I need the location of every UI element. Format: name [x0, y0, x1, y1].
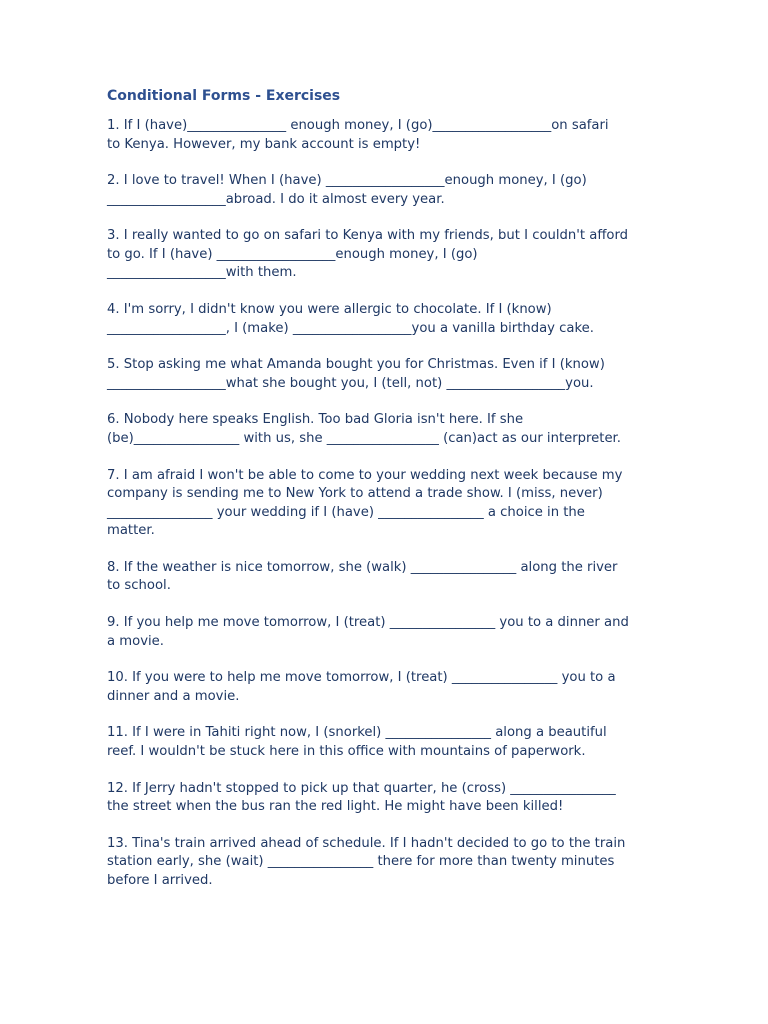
exercise-item: [107, 356, 667, 393]
exercise-item: [107, 301, 667, 338]
exercise-line: 1. If I (have)_______________ enough money, I (go)__________________on safari: [107, 118, 609, 133]
exercise-line: station early, she (wait) ________________ there for more than twenty minutes: [107, 854, 615, 870]
exercise-line: 4. I'm sorry, I didn't know you were allergic to chocolate. If I (know): [107, 302, 552, 318]
exercise-item: [107, 835, 667, 891]
exercise-item: [107, 411, 667, 448]
exercise-line: ________________ your wedding if I (have) ________________ a choice in the: [107, 504, 585, 520]
exercise-line: 3. I really wanted to go on safari to Kenya with my friends, but I couldn't afford: [107, 228, 629, 244]
exercise-item: [107, 172, 667, 209]
exercise-line: 10. If you were to help me move tomorrow, I (treat) ________________ you to a: [107, 670, 616, 686]
exercise-line: __________________, I (make) __________________you a vanilla birthday cake.: [107, 320, 594, 336]
exercise-item: [107, 724, 667, 761]
exercise-line: company is sending me to New York to attend a trade show. I (miss, never): [107, 486, 603, 502]
document-page: [107, 86, 667, 908]
exercise-line: 7. I am afraid I won't be able to come to your wedding next week because my: [107, 467, 623, 483]
exercise-line: 13. Tina's train arrived ahead of schedule. If I hadn't decided to go to the train: [107, 835, 626, 851]
exercise-item: [107, 117, 667, 154]
exercise-line: __________________what she bought you, I (tell, not) __________________you.: [107, 375, 594, 391]
exercise-line: the street when the bus ran the red light. He might have been killed!: [107, 799, 564, 815]
exercise-line: 11. If I were in Tahiti right now, I (snorkel) ________________ along a beautiful: [107, 725, 607, 741]
exercise-line: 12. If Jerry hadn't stopped to pick up that quarter, he (cross) ________________: [107, 780, 616, 796]
exercise-line: (be)________________ with us, she _________________ (can)act as our interpreter.: [107, 430, 621, 446]
exercise-line: 6. Nobody here speaks English. Too bad Gloria isn't here. If she: [107, 412, 524, 428]
exercise-item: [107, 227, 667, 283]
exercise-list: [107, 117, 667, 890]
exercise-line: a movie.: [107, 633, 164, 649]
exercise-line: 2. I love to travel! When I (have) __________________enough money, I (go): [107, 173, 587, 189]
document-title: Conditional Forms - Exercises: [107, 88, 341, 104]
exercise-line: 9. If you help me move tomorrow, I (treat) ________________ you to a dinner and: [107, 615, 629, 630]
exercise-item: [107, 669, 667, 706]
exercise-line: to school.: [107, 578, 171, 594]
exercise-item: [107, 467, 667, 541]
exercise-line: matter.: [107, 523, 155, 539]
exercise-line: __________________with them.: [107, 265, 297, 281]
exercise-line: to go. If I (have) __________________enough money, I (go): [107, 246, 478, 262]
exercise-item: [107, 614, 667, 651]
exercise-line: 8. If the weather is nice tomorrow, she (walk) ________________ along the river: [107, 559, 618, 575]
exercise-line: to Kenya. However, my bank account is empty!: [107, 136, 421, 152]
exercise-line: reef. I wouldn't be stuck here in this office with mountains of paperwork.: [107, 743, 586, 759]
exercise-item: [107, 780, 667, 817]
exercise-item: [107, 559, 667, 596]
exercise-line: 5. Stop asking me what Amanda bought you for Christmas. Even if I (know): [107, 357, 605, 373]
exercise-line: before I arrived.: [107, 872, 213, 888]
exercise-line: dinner and a movie.: [107, 688, 240, 704]
exercise-line: __________________abroad. I do it almost every year.: [107, 191, 445, 207]
